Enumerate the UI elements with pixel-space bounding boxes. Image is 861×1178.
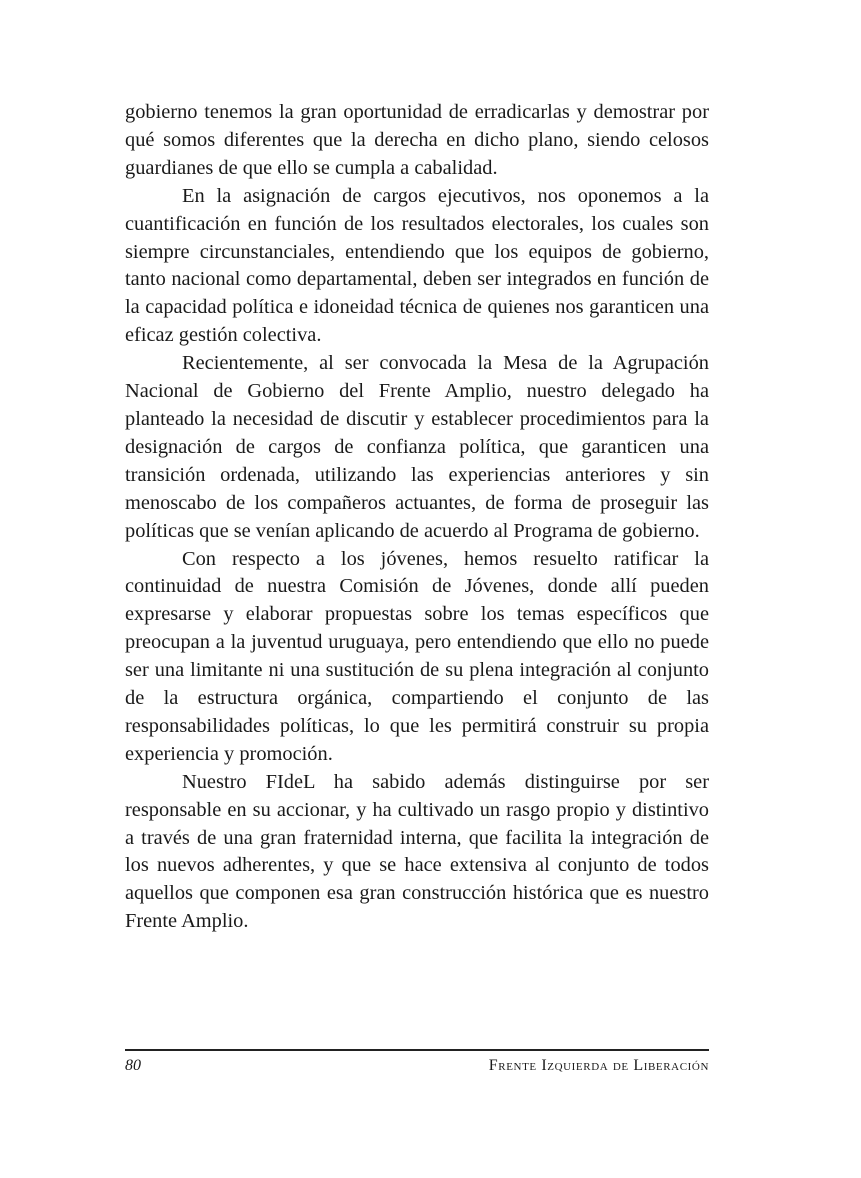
footer-row — [125, 1056, 709, 1076]
paragraph-cargos-ejecutivos: En la asignación de cargos ejecutivos, nos oponemos a la cuantificación en función de los resultados electorales, los cuales son siempre circunstanciales, entendiendo que los equipos de gobierno, tanto nacional como departamental, deben ser integrados en función de la capacidad política e idoneidad técnica de quienes nos garanticen una eficaz gestión colectiva. — [125, 184, 709, 347]
running-title: Frente Izquierda de Liberación — [488, 1057, 709, 1074]
paragraph-continuation: gobierno tenemos la gran oportunidad de erradicarlas y demostrar por qué somos diferentes que la derecha en dicho plano, siendo celosos guardianes de que ello se cumpla a cabalidad. — [125, 101, 709, 179]
paragraph-jovenes: Con respecto a los jóvenes, hemos resuelto ratificar la continuidad de nuestra Comisión de Jóvenes, donde allí pueden expresarse y elaborar propuestas sobre los temas específicos que preocupan a la juventud uruguaya, pero entendiendo que ello no puede ser una limitante ni una sustitución de su plena integración al conjunto de la estructura orgánica, compartiendo el conjunto de las responsabilidades políticas, lo que les permitirá construir su propia experiencia y promoción. — [125, 547, 709, 765]
page-body — [125, 99, 709, 936]
page-number: 80 — [125, 1057, 141, 1074]
paragraph-mesa-agrupacion: Recientemente, al ser convocada la Mesa de la Agrupación Nacional de Gobierno del Frente Amplio, nuestro delegado ha planteado la necesidad de discutir y establecer procedimientos para la designación de cargos de confianza política, que garanticen una transición ordenada, utilizando las experiencias anteriores y sin menoscabo de los compañeros actuantes, de forma de proseguir las políticas que se venían aplicando de acuerdo al Programa de gobierno. — [125, 352, 709, 542]
footer-divider — [125, 1049, 709, 1051]
paragraph-fidel: Nuestro FIdeL ha sabido además distinguirse por ser responsable en su accionar, y ha cultivado un rasgo propio y distintivo a través de una gran fraternidad interna, que facilita la integración de los nuevos adherentes, y que se hace extensiva al conjunto de todos aquellos que componen esa gran construcción histórica que es nuestro Frente Amplio. — [125, 770, 709, 933]
page-footer — [125, 1049, 709, 1076]
